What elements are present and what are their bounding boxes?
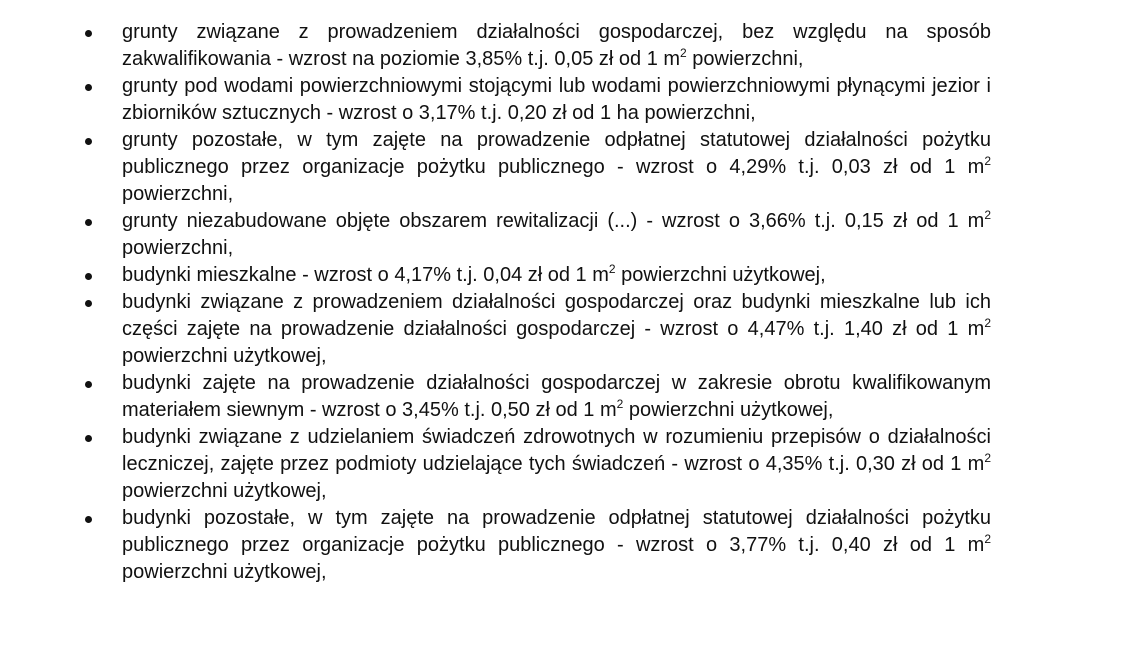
list-item <box>0 424 991 505</box>
list-item <box>0 262 991 289</box>
bullet-icon <box>85 30 92 37</box>
unit-symbol: m <box>967 156 985 178</box>
list-item-text <box>122 424 991 505</box>
item-text: budynki mieszkalne - wzrost o 4,17% t.j. 0,04 zł od 1 <box>122 264 593 286</box>
bullet-icon <box>85 273 92 280</box>
list-item <box>0 73 991 127</box>
item-text: budynki związane z prowadzeniem działalności gospodarczej oraz budynki mieszkalne lub ich części zajęte na prowadzenie działalności gospodarczej - wzrost o 4,47% t.j. 1,40 zł od 1 <box>122 291 991 340</box>
list-item-text <box>122 127 991 208</box>
unit-superscript: 2 <box>616 397 624 411</box>
tax-rate-list <box>0 19 1136 586</box>
list-item <box>0 127 991 208</box>
unit-superscript: 2 <box>984 208 991 222</box>
unit-symbol: m <box>599 399 617 421</box>
list-item-text <box>122 208 991 262</box>
item-text-end: powierzchni użytkowej, <box>122 561 327 583</box>
unit-superscript: 2 <box>680 46 687 60</box>
item-text-end: powierzchni użytkowej, <box>122 480 327 502</box>
unit-superscript: 2 <box>608 262 616 276</box>
unit-symbol: m <box>967 534 985 556</box>
unit-symbol: m <box>967 453 985 475</box>
unit-symbol: m <box>967 318 985 340</box>
item-text-end: powierzchni użytkowej, <box>615 264 826 286</box>
item-text: grunty pod wodami powierzchniowymi stojącymi lub wodami powierzchniowymi płynącymi jezior i zbiorników sztucznych - wzrost o 3,17% t.j. 0,20 zł od 1 ha powierzchni, <box>122 75 991 124</box>
bullet-icon <box>85 138 92 145</box>
list-item-text <box>122 19 991 73</box>
bullet-icon <box>85 300 92 307</box>
item-text-end: powierzchni użytkowej, <box>623 399 834 421</box>
bullet-icon <box>85 435 92 442</box>
list-item <box>0 208 991 262</box>
item-text-end: powierzchni, <box>122 183 234 205</box>
item-text: budynki zajęte na prowadzenie działalności gospodarczej w zakresie obrotu kwalifikowanym materiałem siewnym - wzrost o 3,45% t.j. 0,50 zł od 1 <box>122 372 991 421</box>
list-item-text <box>122 370 991 424</box>
list-item <box>0 370 991 424</box>
item-text-end: powierzchni, <box>686 48 804 70</box>
unit-superscript: 2 <box>984 154 991 168</box>
item-text: budynki pozostałe, w tym zajęte na prowadzenie odpłatnej statutowej działalności pożytku publicznego przez organizacje pożytku publicznego - wzrost o 3,77% t.j. 0,40 zł od 1 <box>122 507 991 556</box>
bullet-icon <box>85 381 92 388</box>
list-item-text <box>122 262 991 289</box>
unit-symbol: m <box>663 48 681 70</box>
item-text: grunty pozostałe, w tym zajęte na prowadzenie odpłatnej statutowej działalności pożytku publicznego przez organizacje pożytku publicznego - wzrost o 4,29% t.j. 0,03 zł od 1 <box>122 129 991 178</box>
list-item <box>0 505 991 586</box>
document-page <box>0 19 1136 586</box>
unit-superscript: 2 <box>984 451 991 465</box>
item-text: budynki związane z udzielaniem świadczeń zdrowotnych w rozumieniu przepisów o działalności leczniczej, zajęte przez podmioty udzielające tych świadczeń - wzrost o 4,35% t.j. 0,30 zł od 1 <box>122 426 991 475</box>
item-text: grunty niezabudowane objęte obszarem rewitalizacji (...) - wzrost o 3,66% t.j. 0,15 zł od 1 <box>122 210 968 232</box>
list-item-text <box>122 73 991 127</box>
item-text-end: powierzchni użytkowej, <box>122 345 327 367</box>
list-item-text <box>122 505 991 586</box>
list-item-text <box>122 289 991 370</box>
bullet-icon <box>85 84 92 91</box>
unit-superscript: 2 <box>984 316 991 330</box>
item-text: grunty związane z prowadzeniem działalności gospodarczej, bez względu na sposób zakwalifikowania - wzrost na poziomie 3,85% t.j. 0,05 zł od 1 <box>122 21 991 70</box>
item-text-end: powierzchni, <box>122 237 234 259</box>
list-item <box>0 289 991 370</box>
bullet-icon <box>85 219 92 226</box>
unit-superscript: 2 <box>984 532 991 546</box>
unit-symbol: m <box>592 264 609 286</box>
unit-symbol: m <box>967 210 985 232</box>
list-item <box>0 19 991 73</box>
bullet-icon <box>85 516 92 523</box>
